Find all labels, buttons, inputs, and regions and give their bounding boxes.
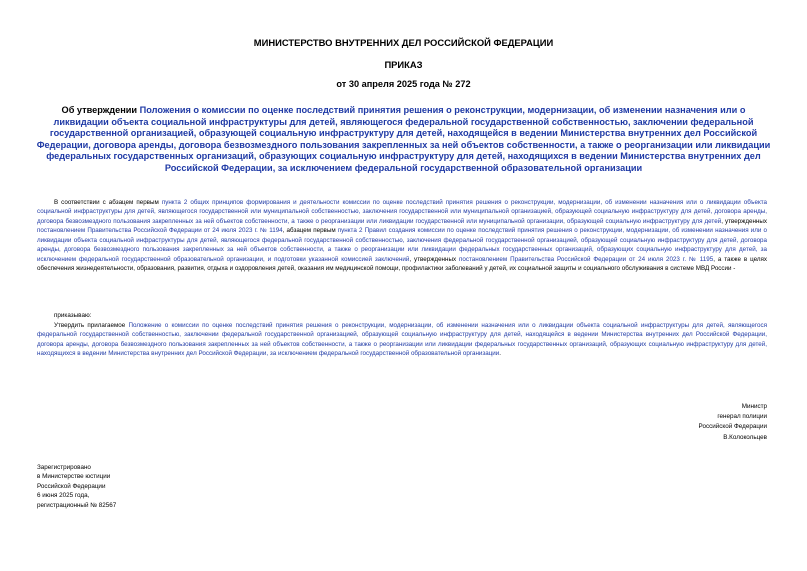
preamble-text-2: , утвержденных	[721, 217, 767, 225]
registration-line: Зарегистрировано	[37, 464, 91, 471]
approve-text-1: Утвердить прилагаемое	[54, 322, 129, 329]
signature-block	[567, 402, 767, 443]
ministry-heading: МИНИСТЕРСТВО ВНУТРЕННИХ ДЕЛ РОССИЙСКОЙ ФЕДЕРАЦИИ	[253, 37, 554, 48]
registration-line: в Министерстве юстиции	[37, 473, 111, 481]
title-regulation-link[interactable]: Положения о комиссии по оценке последствий принятия решения о реконструкции, модернизации, об изменении назначения или о ликвидации объекта социальной инфраструктуры для детей, являющегося федеральной государственной собственностью, заключении федеральной государственной организацией, образующей социальную инфраструктуру для детей, находящейся в ведении Министерства внутренних дел Российской Федерации, договора аренды, договора безвозмездного пользования закрепленных за ней объектов собственности, а также о реорганизации или ликвидации федеральных государственных организаций, образующих социальную инфраструктуру для детей, находящихся в ведении Министерства внутренних дел Российской Федерации, за исключением федеральной государственной образовательной организации	[36, 105, 771, 173]
preamble-text-5: , а также в целях обеспечения жизнедеятельности, образования, развития, отдыха и оздоровления детей, оказания им медицинской помощи, профилактики заболеваний у детей, их социальной защиты и социального обслуживания в системе МВД России -	[37, 255, 768, 273]
registration-block	[37, 463, 257, 510]
approve-text-2: .	[499, 350, 502, 358]
signature-rank: генерал полиции	[717, 413, 767, 421]
preamble-text-3: , абзацем первым	[282, 227, 338, 235]
document-type: ПРИКАЗ	[384, 59, 423, 70]
preamble-paragraph	[37, 198, 767, 274]
document-date: от 30 апреля 2025 года № 272	[336, 79, 471, 89]
registration-number: регистрационный № 82567	[37, 501, 117, 509]
registration-line: Российской Федерации	[37, 482, 106, 490]
approve-paragraph	[37, 321, 767, 359]
title-prefix: Об утверждении	[61, 105, 140, 115]
signature-name: В.Колокольцев	[723, 433, 767, 441]
document-title	[36, 105, 771, 175]
signature-country: Российской Федерации	[698, 423, 767, 431]
ordered-word: приказываю:	[54, 312, 92, 319]
registration-date: 6 июня 2025 года,	[37, 492, 90, 500]
preamble-text-4: , утвержденных	[409, 255, 459, 263]
preamble-link-resolution-1194[interactable]: постановлением Правительства Российской Федерации от 24 июля 2023 г. № 1194	[37, 227, 283, 235]
preamble-link-resolution-1195[interactable]: постановлением Правительства Российской Федерации от 24 июля 2023 г. № 1195	[459, 255, 714, 263]
preamble-link-principles[interactable]: пункта 2 общих принципов формирования и деятельности комиссии по оценке последствий принятия решения о реконструкции, модернизации, об изменении назначения или о ликвидации объекта социальной инфраструктуры для детей, являющегося государственной или муниципальной собственностью, заключения государственной или муниципальной организацией, образующей социальную инфраструктуру для детей, договора аренды, договора безвозмездного пользования закрепленных за ней объектов собственности, а также о реорганизации или ликвидации государственной или муниципальной организации, образующей социальную инфраструктуру для детей	[37, 199, 768, 225]
signature-position: Министр	[741, 403, 767, 410]
preamble-link-rules[interactable]: пункта 2 Правил создания комиссии по оценке последствий принятия решения о реконструкции, модернизации, об изменении назначения или о ликвидации объекта социальной инфраструктуры для детей, являющегося федеральной государственной собственностью, заключения федеральной государственной организацией, образующей социальную инфраструктуру для детей, договора аренды, договора безвозмездного пользования закрепленных за ней объектов собственности, а также о реорганизации или ликвидации федеральных государственных организаций, образующих социальную инфраструктуру для детей, за исключением федеральной государственной образовательной организации, и подготовки указанной комиссией заключений	[37, 227, 768, 263]
approve-regulation-link[interactable]: Положение о комиссии по оценке последствий принятия решения о реконструкции, модернизации, об изменении назначения или о ликвидации объекта социальной инфраструктуры для детей, являющегося федеральной государственной собственностью, заключении федеральной государственной организацией, образующей социальную инфраструктуру для детей, находящейся в ведении Министерства внутренних дел Российской Федерации, договора аренды, договора безвозмездного пользования закрепленных за ней объектов собственности, а также о реорганизации или ликвидации федеральных государственных организаций, образующих социальную инфраструктуру для детей, находящихся в ведении Министерства внутренних дел Российской Федерации, за исключением федеральной государственной образовательной организации	[37, 322, 767, 358]
preamble-text-1: В соответствии с абзацем первым	[54, 199, 162, 206]
